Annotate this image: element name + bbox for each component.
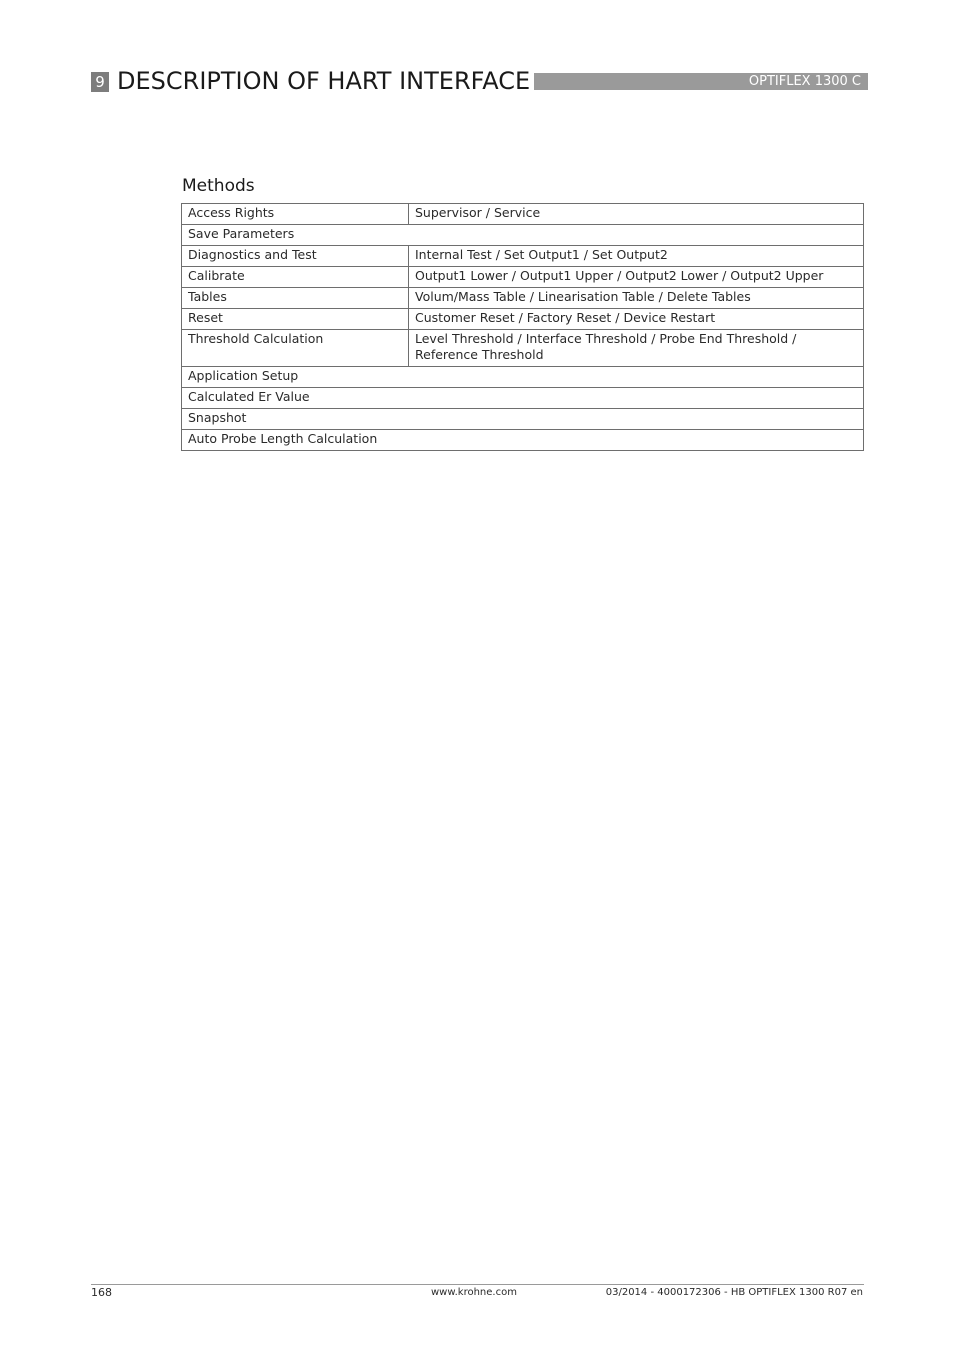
table-row xyxy=(182,267,864,288)
method-name: Auto Probe Length Calculation xyxy=(182,430,864,451)
method-name: Diagnostics and Test xyxy=(182,246,409,267)
method-options: Customer Reset / Factory Reset / Device Restart xyxy=(409,309,864,330)
table-row xyxy=(182,430,864,451)
chapter-title: DESCRIPTION OF HART INTERFACE xyxy=(117,67,531,95)
method-options: Level Threshold / Interface Threshold / Probe End Threshold / Reference Threshold xyxy=(409,330,864,367)
page-header xyxy=(91,66,868,96)
table-row xyxy=(182,204,864,225)
product-name: OPTIFLEX 1300 C xyxy=(748,74,861,89)
table-row xyxy=(182,225,864,246)
table-row xyxy=(182,288,864,309)
table-row xyxy=(182,309,864,330)
method-options: Output1 Lower / Output1 Upper / Output2 Lower / Output2 Upper xyxy=(409,267,864,288)
table-row xyxy=(182,388,864,409)
chapter-number-badge: 9 xyxy=(91,72,109,92)
table-row xyxy=(182,409,864,430)
method-name: Threshold Calculation xyxy=(182,330,409,367)
method-name: Calculated Er Value xyxy=(182,388,864,409)
method-name: Tables xyxy=(182,288,409,309)
method-name: Save Parameters xyxy=(182,225,864,246)
page-number: 168 xyxy=(91,1286,112,1299)
method-options: Volum/Mass Table / Linearisation Table / Delete Tables xyxy=(409,288,864,309)
method-name: Reset xyxy=(182,309,409,330)
methods-table xyxy=(181,203,864,451)
header-product-bar xyxy=(534,73,868,90)
method-name: Snapshot xyxy=(182,409,864,430)
table-row xyxy=(182,367,864,388)
table-row xyxy=(182,246,864,267)
method-name: Access Rights xyxy=(182,204,409,225)
footer-document-id: 03/2014 - 4000172306 - HB OPTIFLEX 1300 R07 en xyxy=(605,1287,863,1298)
footer-website: www.krohne.com xyxy=(431,1287,517,1298)
method-name: Calibrate xyxy=(182,267,409,288)
method-options: Internal Test / Set Output1 / Set Output2 xyxy=(409,246,864,267)
section-title: Methods xyxy=(182,176,255,196)
table-row xyxy=(182,330,864,367)
method-options: Supervisor / Service xyxy=(409,204,864,225)
method-name: Application Setup xyxy=(182,367,864,388)
footer-divider xyxy=(91,1284,864,1285)
